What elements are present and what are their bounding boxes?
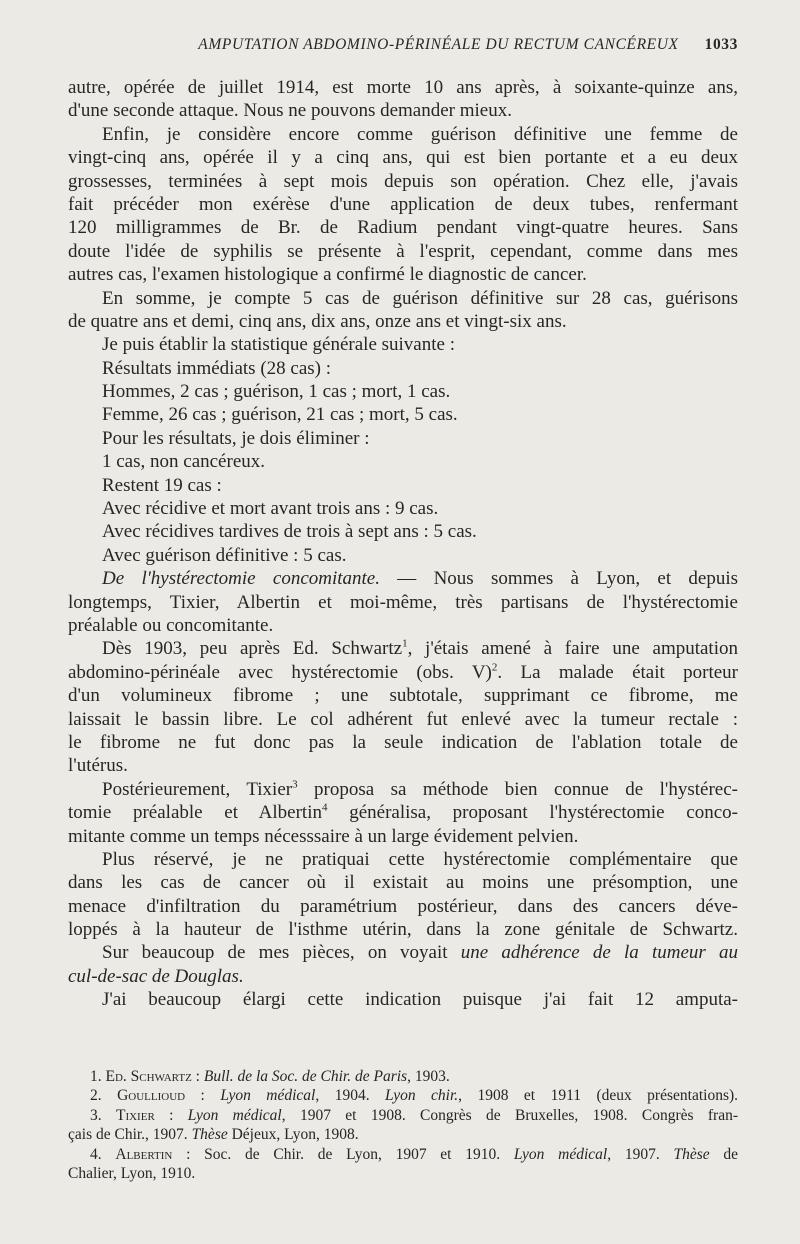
text-line: tomie préalable et Albertin$^4$ généralisa, proposant l'hystérectomie conco- (68, 801, 738, 824)
text-line: d'un volumineux fibrome ; une subtotale, supprimant ce fibrome, me (68, 685, 738, 707)
footnote-ref: 1 (402, 638, 408, 651)
text-line: De l'hystérectomie concomitante. — Nous sommes à Lyon, et depuis (102, 568, 738, 590)
text-line: Je puis établir la statistique générale suivante : (102, 334, 455, 356)
footnote-ref: 4 (322, 801, 328, 814)
text-line: l'utérus. (68, 755, 128, 777)
text-line: 120 milligrammes de Br. de Radium pendant vingt-quatre heures. Sans (68, 217, 738, 239)
footnote-ref: 3 (292, 778, 298, 791)
text-line: grossesses, terminées à sept mois depuis son opération. Chez elle, j'avais (68, 170, 738, 192)
text-line: En somme, je compte 5 cas de guérison définitive sur 28 cas, guérisons (102, 287, 738, 309)
running-header (0, 36, 738, 54)
text-line: Sur beaucoup de mes pièces, on voyait une adhérence de la tumeur au (102, 942, 738, 964)
text-line: Postérieurement, Tixier$^3$ proposa sa méthode bien connue de l'hystérec- (102, 778, 738, 800)
footnote-3: 3. Tixier : Lyon médical, 1907 et 1908. Congrès de Bruxelles, 1908. Congrès fran- (90, 1106, 738, 1124)
footnote-4: 4. Albertin : Soc. de Chir. de Lyon, 1907 et 1910. Lyon médical, 1907. Thèse de (90, 1145, 739, 1163)
text-line: Hommes, 2 cas ; guérison, 1 cas ; mort, 1 cas. (102, 381, 451, 403)
text-line: de quatre ans et demi, cinq ans, dix ans, onze ans et vingt-six ans. (68, 310, 567, 332)
section-heading: De l'hystérectomie concomitante. (102, 568, 380, 590)
footnote-1: 1. Ed. Schwartz : Bull. de la Soc. de Chir. de Paris, 1903. (90, 1068, 450, 1085)
page-number: 1033 (704, 36, 738, 53)
text-line: Dès 1903, peu après Ed. Schwartz$^1$, j'étais amené à faire une amputation (102, 638, 738, 660)
text-line: vingt-cinq ans, opérée il y a cinq ans, qui est bien portante et a eu deux (68, 147, 738, 169)
text-line: autres cas, l'examen histologique a confirmé le diagnostic de cancer. (68, 264, 587, 286)
text-line: Femme, 26 cas ; guérison, 21 cas ; mort, 5 cas. (102, 404, 458, 426)
text-line: d'une seconde attaque. Nous ne pouvons demander mieux. (68, 100, 512, 122)
text-line: laissait le bassin libre. Le col adhérent fut enlevé avec la tumeur rectale : (68, 708, 738, 730)
footnotes (68, 1067, 738, 1183)
footnote-ref: 2 (491, 661, 498, 674)
text-line: le fibrome ne fut donc pas la seule indication de l'ablation totale de (68, 731, 738, 753)
text-line: Avec guérison définitive : 5 cas. (102, 544, 347, 566)
footnote-2: 2. Goullioud : Lyon médical, 1904. Lyon chir., 1908 et 1911 (deux présentations). (90, 1087, 739, 1105)
footnote-4-cont: Chalier, Lyon, 1910. (68, 1164, 196, 1182)
text-line: Avec récidives tardives de trois à sept ans : 5 cas. (102, 521, 477, 543)
footnote-author: Albertin (115, 1145, 173, 1163)
text-line: menace d'infiltration du paramétrium postérieur, dans des cancers déve- (68, 895, 738, 917)
text-line: Avec récidive et mort avant trois ans : 9 cas. (102, 498, 439, 520)
text-line: préalable ou concomitante. (68, 614, 274, 636)
text-line: doute l'idée de syphilis se présente à l'esprit, cependant, comme dans mes (68, 240, 738, 262)
running-title: AMPUTATION ABDOMINO-PÉRINÉALE DU RECTUM CANCÉREUX (198, 36, 679, 53)
footnote-author: Goullioud (117, 1087, 186, 1105)
text-line: Restent 19 cas : (102, 474, 222, 496)
footnote-author: Ed. Schwartz (105, 1068, 192, 1085)
main-text (68, 76, 738, 1012)
text-line: Pour les résultats, je dois éliminer : (102, 427, 370, 449)
footnote-3-cont: çais de Chir., 1907. Thèse Déjeux, Lyon, 1908. (68, 1126, 359, 1144)
text-line: mitante comme un temps nécesssaire à un large évidement pelvien. (68, 825, 579, 847)
text-line: dans les cas de cancer où il existait au moins une présomption, une (68, 872, 738, 894)
text-line: Enfin, je considère encore comme guérison définitive une femme de (102, 123, 738, 145)
text-line: autre, opérée de juillet 1914, est morte 10 ans après, à soixante-quinze ans, (68, 77, 738, 98)
footnote-author: Tixier (115, 1106, 155, 1124)
text-line: J'ai beaucoup élargi cette indication puisque j'ai fait 12 amputa- (102, 989, 738, 1011)
text-line: cul-de-sac de Douglas. (68, 965, 244, 987)
text-line: Plus réservé, je ne pratiquai cette hystérectomie complémentaire que (102, 848, 738, 870)
text-line: 1 cas, non cancéreux. (102, 451, 266, 473)
text-line: abdomino-périnéale avec hystérectomie (obs. V)$^2$. La malade était porteur (68, 661, 739, 683)
text-line: loppés à la hauteur de l'isthme utérin, dans la zone génitale de Schwartz. (68, 919, 738, 941)
text-line: longtemps, Tixier, Albertin et moi-même, très partisans de l'hystérectomie (68, 591, 738, 613)
text-line: Résultats immédiats (28 cas) : (102, 357, 332, 379)
text-line: fait précéder mon exérèse d'une application de deux tubes, renfermant (68, 193, 738, 215)
